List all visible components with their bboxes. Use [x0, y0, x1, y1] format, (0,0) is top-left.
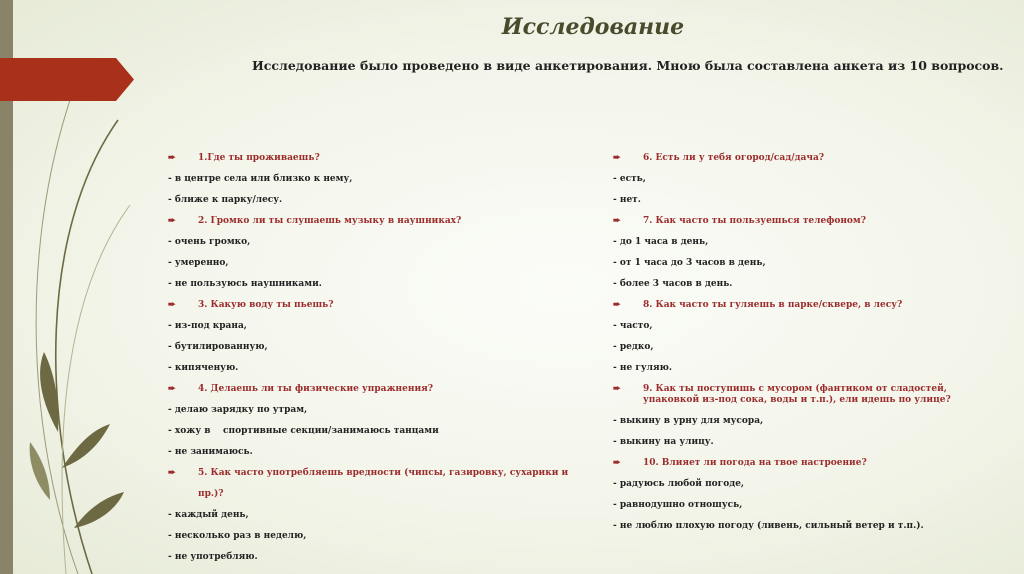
answer: - до 1 часа в день, — [613, 237, 709, 247]
answer: - выкину на улицу. — [613, 437, 714, 447]
question-8: ➨ 8. Как часто ты гуляешь в парке/сквере, в лесу? — [613, 295, 993, 316]
arrow-bullet-icon: ➨ — [168, 468, 176, 478]
arrow-bullet-icon: ➨ — [168, 153, 176, 163]
question-2: ➨ 2. Громко ли ты слушаешь музыку в наушниках? — [168, 211, 588, 232]
question-5: ➨ 5. Как часто употребляешь вредности (чипсы, газировку, сухарики и пр.)? — [168, 463, 588, 505]
answer: - нет. — [613, 195, 641, 205]
answer: - более 3 часов в день. — [613, 279, 733, 289]
answer: - в центре села или близко к нему, — [168, 174, 353, 184]
left-question-column — [168, 148, 588, 568]
question-3: ➨ 3. Какую воду ты пьешь? — [168, 295, 588, 316]
answer: - не гуляю. — [613, 363, 672, 373]
right-question-column — [613, 148, 993, 537]
arrow-bullet-icon: ➨ — [168, 216, 176, 226]
question-7: ➨ 7. Как часто ты пользуешься телефоном? — [613, 211, 993, 232]
question-9: ➨ 9. Как ты поступишь с мусором (фантиком от сладостей, упаковкой из-под сока, воды и т.п.), ели идешь по улице? — [613, 384, 951, 405]
answer: - бутилированную, — [168, 342, 268, 352]
arrow-bullet-icon: ➨ — [168, 384, 176, 394]
answer: - из-под крана, — [168, 321, 247, 331]
answer: - часто, — [613, 321, 653, 331]
answer: - редко, — [613, 342, 654, 352]
arrow-bullet-icon: ➨ — [168, 300, 176, 310]
question-4: ➨ 4. Делаешь ли ты физические упражнения? — [168, 379, 588, 400]
answer: - ближе к парку/лесу. — [168, 195, 283, 205]
answer: - равнодушно отношусь, — [613, 500, 743, 510]
slide-subtitle: Исследование было проведено в виде анкетирования. Мною была составлена анкета из 10 вопросов. — [252, 58, 1004, 73]
question-6: ➨ 6. Есть ли у тебя огород/сад/дача? — [613, 148, 993, 169]
answer: - не люблю плохую погоду (ливень, сильный ветер и т.п.). — [613, 521, 924, 531]
answer: - каждый день, — [168, 510, 249, 520]
arrow-bullet-icon: ➨ — [613, 153, 621, 163]
question-1: ➨ 1.Где ты проживаешь? — [168, 148, 588, 169]
answer: - есть, — [613, 174, 646, 184]
answer: - делаю зарядку по утрам, — [168, 405, 308, 415]
answer: - очень громко, — [168, 237, 251, 247]
answer: - от 1 часа до 3 часов в день, — [613, 258, 766, 268]
slide-title: Исследование — [501, 14, 685, 40]
answer: - не пользуюсь наушниками. — [168, 279, 322, 289]
red-arrow-banner — [0, 58, 134, 101]
answer: - не употребляю. — [168, 552, 258, 562]
arrow-bullet-icon: ➨ — [613, 458, 621, 468]
answer: - несколько раз в неделю, — [168, 531, 307, 541]
answer: - хожу в спортивные секции/занимаюсь танцами — [168, 426, 439, 436]
arrow-bullet-icon: ➨ — [613, 384, 621, 394]
answer: - кипяченую. — [168, 363, 239, 373]
answer: - радуюсь любой погоде, — [613, 479, 745, 489]
answer: - выкину в урну для мусора, — [613, 416, 764, 426]
answer: - умеренно, — [168, 258, 229, 268]
answer: - не занимаюсь. — [168, 447, 253, 457]
arrow-bullet-icon: ➨ — [613, 216, 621, 226]
arrow-bullet-icon: ➨ — [613, 300, 621, 310]
question-10: ➨ 10. Влияет ли погода на твое настроение? — [613, 453, 993, 474]
